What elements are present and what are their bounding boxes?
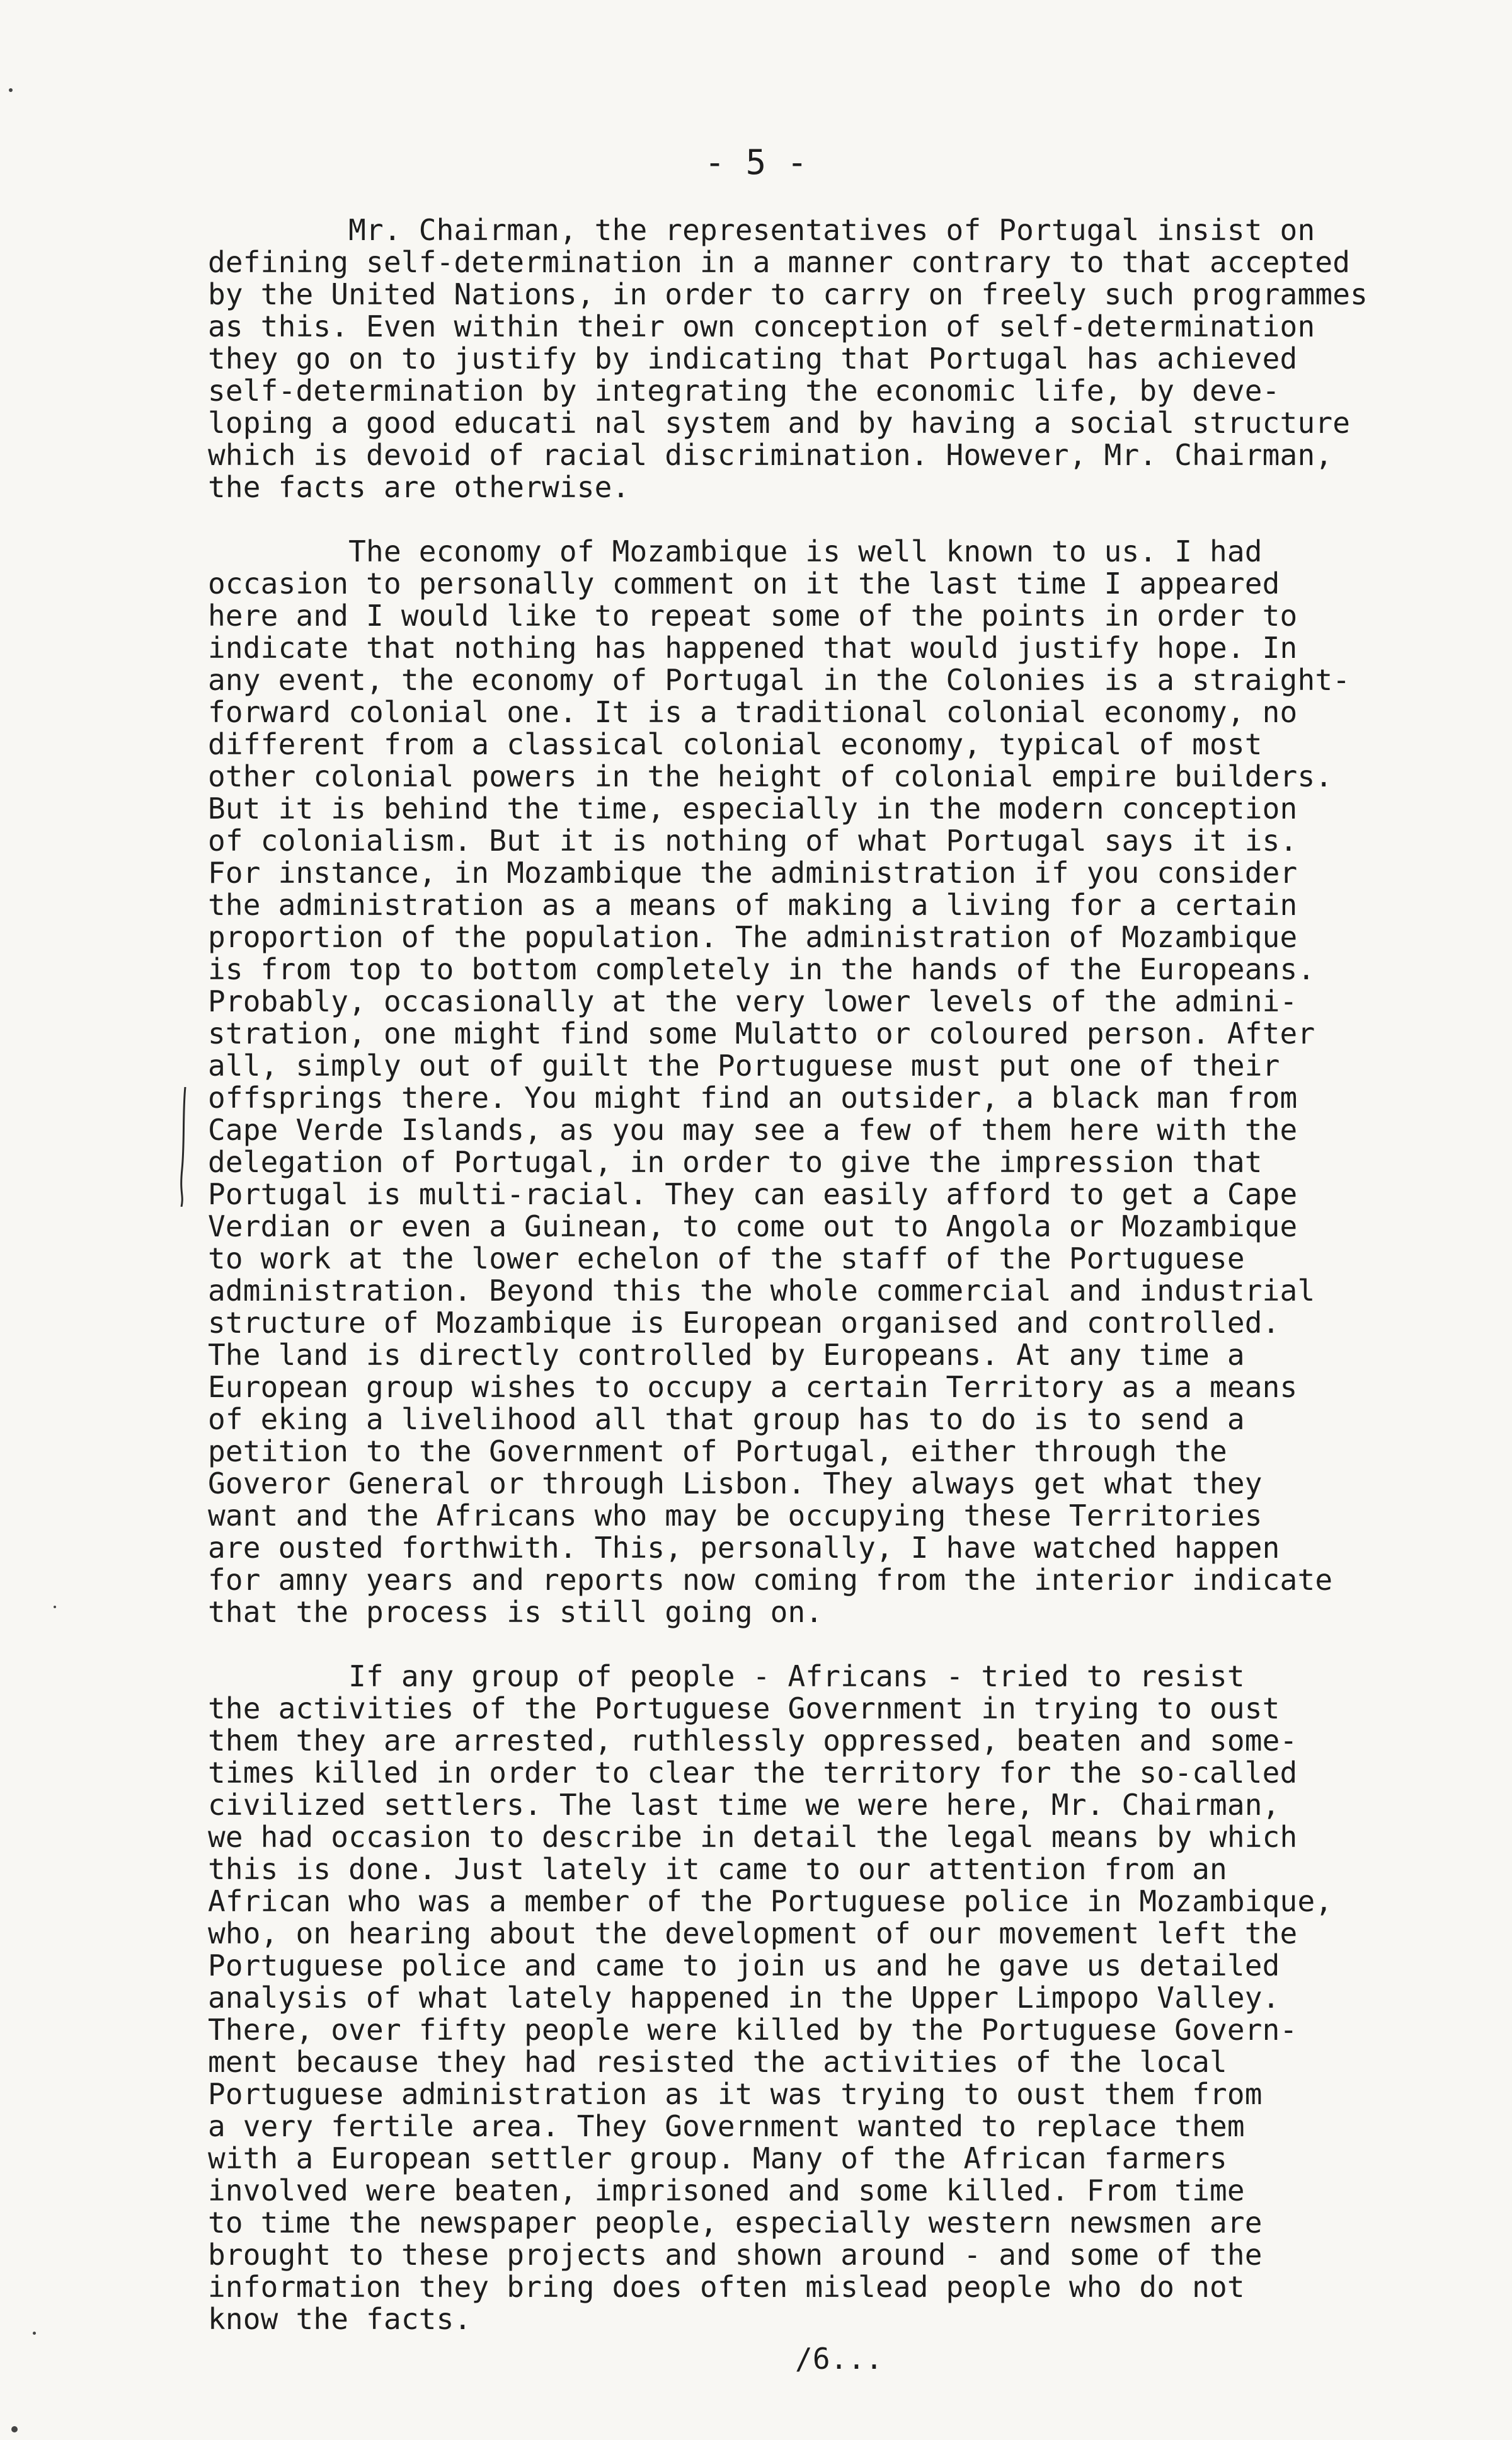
page-number: - 5 - [704, 142, 808, 182]
scan-speck [33, 2332, 36, 2335]
continuation-marker: /6... [795, 2342, 883, 2376]
scan-speck [54, 1606, 56, 1608]
scan-speck [11, 2426, 18, 2432]
body-text [208, 214, 1493, 2368]
paragraph-1: Mr. Chairman, the representatives of Portugal insist on defining self-determination in a manner contrary to that accepted by the United Nations, in order to carry on freely such programmes as this. Even within their own conception of self-determination they go on to justify by indicating that Portugal has achieved self-determination by integrating the economic life, by deve- loping a good educati nal system and by having a social structure which is devoid of racial discrimination. However, Mr. Chairman, the facts are otherwise. [208, 213, 1368, 504]
scan-speck [9, 88, 13, 92]
paragraph-3: If any group of people - Africans - tried to resist the activities of the Portuguese Government in trying to oust them they are arrested, ruthlessly oppressed, beaten and some- times killed in order to clear the territory for the so-called civilized settlers. The last time we were here, Mr. Chairman, we had occasion to describe in detail the legal means by which this is done. Just lately it came to our attention from an African who was a member of the Portuguese police in Mozambique, who, on hearing about the development of our movement left the Portuguese police and came to join us and he gave us detailed analysis of what lately happened in the Upper Limpopo Valley. There, over fifty people were killed by the Portuguese Govern- ment because they had resisted the activities of the local Portuguese administration as it was trying to oust them from a very fertile area. They Government wanted to replace them with a European settler group. Many of the African farmers involved were beaten, imprisoned and some killed. From time to time the newspaper people, especially western newsmen are brought to these projects and shown around - and some of the information they bring does often mislead people who do not know the facts. [208, 1659, 1333, 2336]
paragraph-2: The economy of Mozambique is well known to us. I had occasion to personally comment on it the last time I appeared here and I would like to repeat some of the points in order to indicate that nothing has happened that would justify hope. In any event, the economy of Portugal in the Colonies is a straight- forward colonial one. It is a traditional colonial economy, no different from a classical colonial economy, typical of most other colonial powers in the height of colonial empire builders. But it is behind the time, especially in the modern conception of colonialism. But it is nothing of what Portugal says it is. For instance, in Mozambique the administration if you consider the administration as a means of making a living for a certain proportion of the population. The administration of Mozambique is from top to bottom completely in the hands of the Europeans. Probably, occasionally at the very lower levels of the admini- stration, one might find some Mulatto or coloured person. After all, simply out of guilt the Portuguese must put one of their offsprings there. You might find an outsider, a black man from Cape Verde Islands, as you may see a few of them here with the delegation of Portugal, in order to give the impression that Portugal is multi-racial. They can easily afford to get a Cape Verdian or even a Guinean, to come out to Angola or Mozambique to work at the lower echelon of the staff of the Portuguese administration. Beyond this the whole commercial and industrial structure of Mozambique is European organised and controlled. The land is directly controlled by Europeans. At any time a European group wishes to occupy a certain Territory as a means of eking a livelihood all that group has to do is to send a petition to the Government of Portugal, either through the Goveror General or through Lisbon. They always get what they want and the Africans who may be occupying these Territories are ousted forthwith. This, personally, I have watched happen for amny years and reports now coming from the interior indicate that the process is still going on. [208, 534, 1351, 1629]
margin-annotation-line [180, 1087, 188, 1207]
